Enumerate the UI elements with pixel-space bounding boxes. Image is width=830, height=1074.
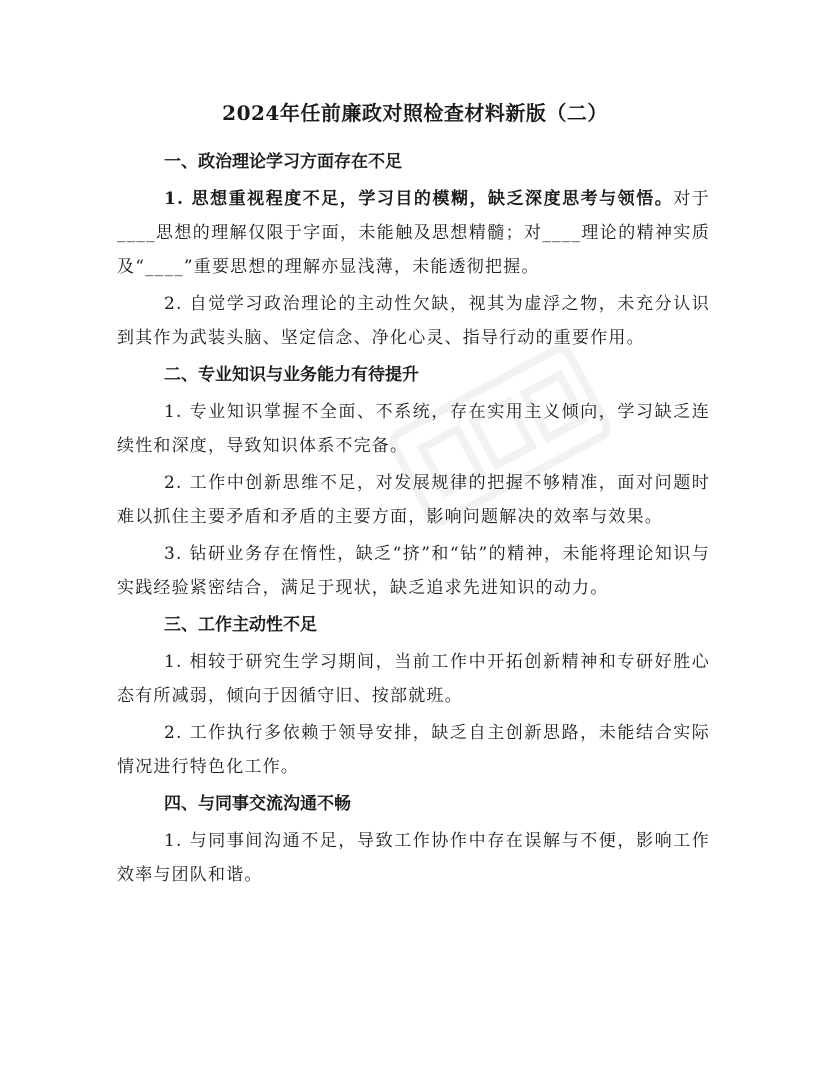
- paragraph: 3. 钻研业务存在惰性，缺乏“挤”和“钻”的精神，未能将理论知识与实践经验紧密结合，满足于现状，缺乏追求先进知识的动力。: [117, 544, 710, 598]
- paragraph: 2. 工作执行多依赖于领导安排，缺乏自主创新思路，未能结合实际情况进行特色化工作。: [117, 723, 710, 777]
- document-body: [117, 145, 710, 895]
- paragraph-text: 对于____思想的理解仅限于字面，未能触及思想精髓；对____理论的精神实质及“____”重要思想的理解亦显浅薄，未能透彻把握。: [117, 189, 710, 277]
- paragraph: 1. 与同事间沟通不足，导致工作协作中存在误解与不便，影响工作效率与团队和谐。: [117, 831, 710, 885]
- section-heading: 一、政治理论学习方面存在不足: [164, 152, 402, 172]
- section-heading: 二、专业知识与业务能力有待提升: [164, 365, 419, 385]
- paragraph: 2. 自觉学习政治理论的主动性欠缺，视其为虚浮之物，未充分认识到其作为武装头脑、坚定信念、净化心灵、指导行动的重要作用。: [117, 294, 710, 348]
- paragraph-lead: 1. 思想重视程度不足，学习目的模糊，缺乏深度思考与领悟。: [164, 189, 674, 209]
- document-title: 2024年任前廉政对照检查材料新版（二）: [222, 101, 608, 125]
- paragraph: 1. 专业知识掌握不全面、不系统，存在实用主义倾向，学习缺乏连续性和深度，导致知识体系不完备。: [117, 402, 710, 456]
- paragraph: 2. 工作中创新思维不足，对发展规律的把握不够精准，面对问题时难以抓住主要矛盾和矛盾的主要方面，影响问题解决的效率与效果。: [117, 473, 710, 527]
- paragraph: [117, 182, 710, 284]
- paragraph: 1. 相较于研究生学习期间，当前工作中开拓创新精神和专研好胜心态有所减弱，倾向于因循守旧、按部就班。: [117, 652, 710, 706]
- section-heading: 三、工作主动性不足: [164, 615, 317, 635]
- section-heading: 四、与同事交流沟通不畅: [164, 794, 351, 814]
